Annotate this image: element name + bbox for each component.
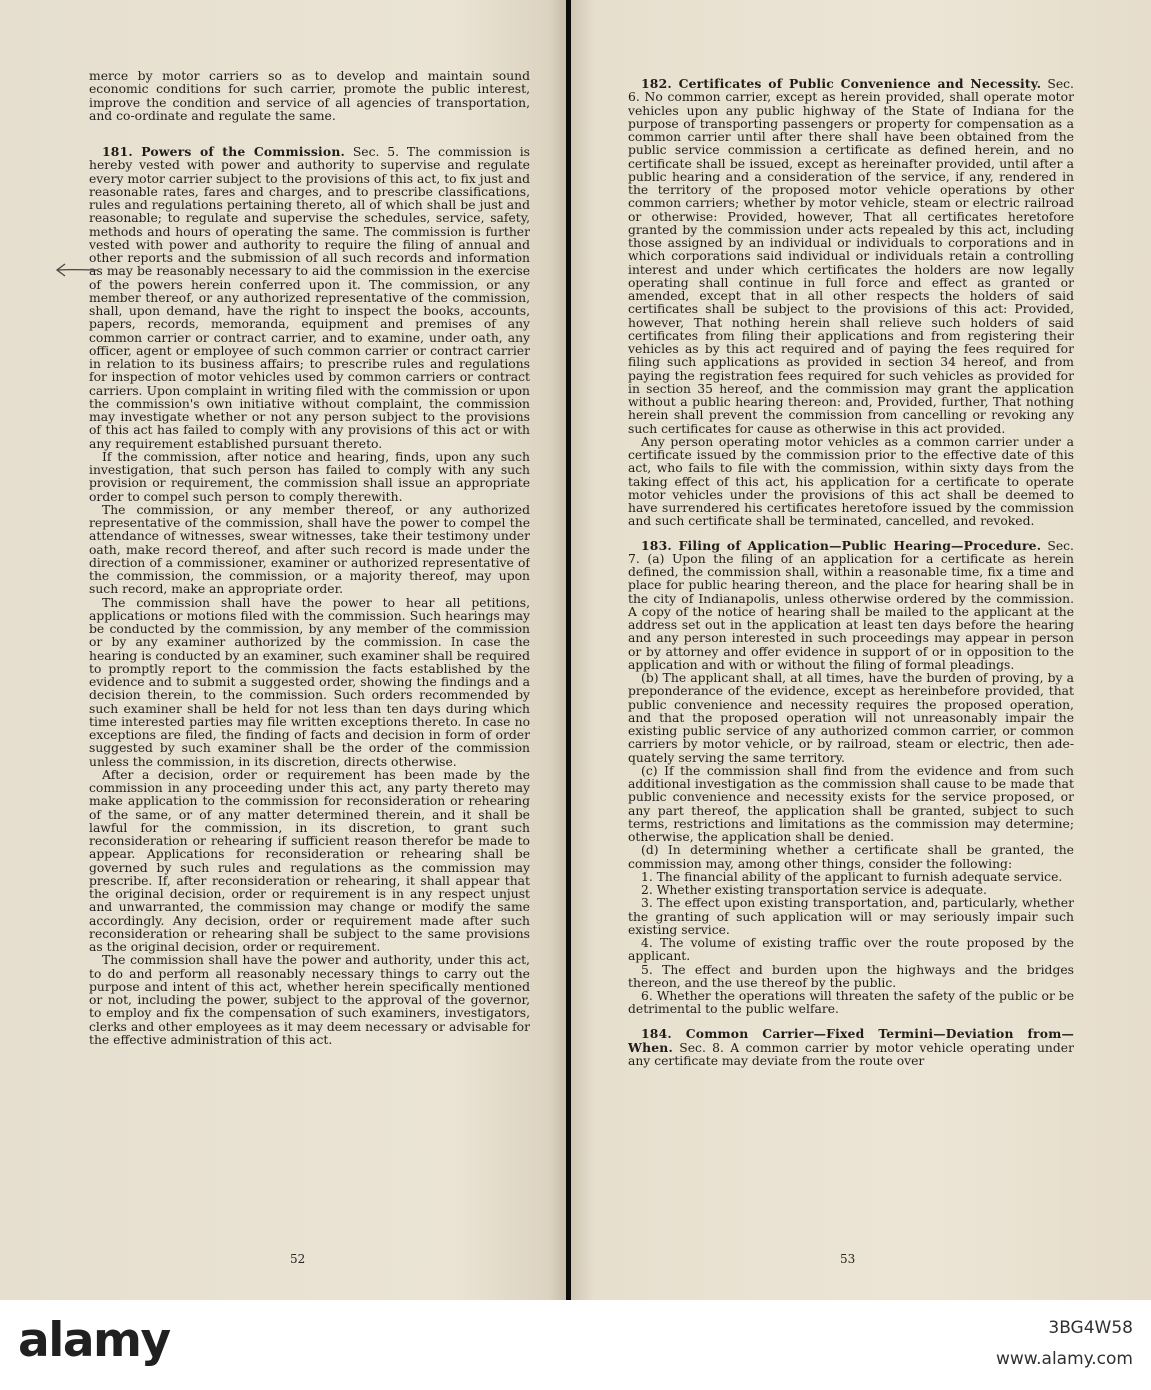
section-182-sec: Sec. 6. xyxy=(628,77,1074,105)
section-182-body: No common carrier, except as herein provided, shall operate motor vehicles upon any public highway of the State of Indiana for the purpose of transporting passengers or property for compensation as a common carrier until after there shall have been obtained from the public service commission a certificate as defined herein, and no certificate shall be issued, except as hereinafter provided, until after a public hearing and a consideration of the service, if any, rendered in the territory of the proposed motor vehicle operations by other common carriers; whether by motor vehicle, steam or electric railroad or otherwise: Provided, however, That all certificates heretofore granted by the commission under acts repealed by this act, including those assigned by an individual or individuals to corporations and in which corporations said individual or individuals retain a controlling interest and under which certificates the holders are now legally operating shall continue in full force and effect as granted or amended, except that in all other respects the holders of said certificates shall be subject to the provisions of this act: Provided, however, That nothing herein shall relieve such holders of said certificates from filing their applications and from registering their vehicles as by this act required and of paying the fees required for filing such applications as provided in section 34 hereof, and from paying the registration fees required for such vehicles as provided for in section 35 hereof, and the commission may grant the application without a public hearing thereon: and, Provided, further, That nothing herein shall prevent the commission from cancelling or revoking any such certificates for cause as otherwise in this act provided. xyxy=(628,90,1074,436)
left-page-number: 52 xyxy=(290,1252,306,1266)
image-id: 3BG4W58 xyxy=(1048,1318,1133,1338)
section-181-paragraph xyxy=(89,145,530,451)
left-page xyxy=(0,0,566,1300)
section-184-paragraph xyxy=(628,1027,1074,1069)
section-183-heading: 183. Filing of Application—Public Hearing—Procedure. xyxy=(641,537,1042,553)
section-183-a: (a) Upon the filing of an application for a certificate as herein defined, the commission shall, within a reasonable time, fix a time and place for public hearing thereon, and the place for hearing shall be in the city of Indianapolis, unless otherwise ordered by the commission. A copy of the notice of hearing shall be mailed to the applicant at the address set out in the application at least ten days before the hearing and any person interested in such proceedings may appear in person or by attorney and offer evidence in support of or in opposition to the application and with or without the filing of formal pleadings. xyxy=(628,551,1074,672)
section-184-heading-part-b: When. xyxy=(628,1039,673,1055)
section-183-sec: Sec. 7. xyxy=(628,538,1074,566)
left-paragraph: The commission shall have the power and authority, under this act, to do and perform all reasonably necessary things to carry out the purpose and intent of this act, whether herein specifically mentioned or not, including the power, subject to the approval of the governor, to employ and fix the compensation of such examiners, investigators, clerks and other employees as it may deem necessary or advisable for the effective administration of this act. xyxy=(89,953,530,1047)
section-183-paragraph xyxy=(628,539,1074,673)
list-item: 5. The effect and burden upon the highways and the bridges thereon, and the use thereof by the public. xyxy=(628,962,1074,990)
list-item: 1. The financial ability of the applicant to furnish adequate service. xyxy=(641,869,1063,884)
left-paragraph: After a decision, order or requirement has been made by the commission in any proceeding under this act, any party thereto may make application to the commission for reconsideration or rehearing of the same, or of any matter determined therein, and it shall be lawful for the commission, in its discretion, to grant such reconsideration or rehearing if sufficient reason therefor be made to appear. Applications for reconsideration or rehearing shall be governed by such rules and regulations as the commission may prescribe. If, after reconsideration or rehearing, it shall appear that the original decision, order or requirement is in any respect unjust and unwarranted, the commission may change or modify the same accordingly. Any decision, order or requirement made after such reconsideration or rehearing shall be subject to the same provisions as the original decision, order or requirement. xyxy=(89,767,530,954)
section-184-sec: Sec. 8. xyxy=(679,1040,724,1055)
site-url: www.alamy.com xyxy=(995,1349,1133,1369)
section-181-heading: 181. Powers of the Commission. xyxy=(102,144,345,159)
section-184-body: A common carrier by motor vehicle operating under any certificate may deviate from the route over xyxy=(628,1040,1074,1068)
left-paragraph: If the commission, after notice and hearing, finds, upon any such investigation, that such person has failed to comply with any such provision or requirement, the commission shall issue an appropriate order to compel such person to comply therewith. xyxy=(89,449,530,504)
section-183-c: (c) If the commission shall find from the evidence and from such additional investigation as the commission shall cause to be made that public convenience and necessity exists for the service proposed, or any part thereof, the application shall be granted, subject to such terms, restrictions and limitations as the commission may determine; otherwise, the application shall be denied. xyxy=(628,763,1074,844)
section-182-paragraph xyxy=(628,77,1074,436)
right-text-column xyxy=(628,70,1074,1300)
list-item: 3. The effect upon existing transportation, and, particularly, whether the granting of such application will or may seriously impair such existing service. xyxy=(628,896,1074,937)
list-item: 4. The volume of existing traffic over the route proposed by the applicant. xyxy=(628,936,1074,964)
right-page xyxy=(571,0,1151,1300)
right-page-number: 53 xyxy=(840,1252,856,1266)
left-intro-paragraph: merce by motor carriers so as to develop and maintain sound economic conditions for such carrier, promote the public interest, improve the condition and service of all agencies of transportation, and co-ordinate and regulate the same. xyxy=(89,70,530,123)
section-181-sec: Sec. 5. xyxy=(352,145,400,159)
left-text-column xyxy=(89,70,530,1300)
section-183-d: (d) In determining whether a certificate shall be granted, the commission may, among other things, consider the following: xyxy=(628,843,1074,871)
section-184-heading-part-a: 184. Common Carrier—Fixed Termini—Deviation from— xyxy=(641,1025,1074,1041)
watermark-footer xyxy=(0,1300,1151,1390)
handwritten-arrow-icon xyxy=(52,258,100,288)
section-181-body: The commission is hereby vested with power and authority to supervise and regulate every motor carrier subject to the provisions of this act, to fix just and reasonable rates, fares and charges, and to prescribe classifications, rules and regulations pertaining thereto, all of which shall be just and reasonable; to regulate and supervise the schedules, service, safety, methods and hours of operating the same. The commission is further vested with power and authority to require the filing of annual and other reports and the submission of all such records and information as may be reasonably necessary to aid the commission in the exercise of the powers herein conferred upon it. The commission, or any member thereof, or any authorized representative of the commission, shall, upon demand, have the right to inspect the books, accounts, papers, records, memoranda, equipment and premises of any common carrier or contract carrier, and to examine, under oath, any officer, agent or employee of such common carrier or contract carrier in relation to its business affairs; to prescribe rules and regulations for inspection of motor vehicles used by common carriers or contract carriers. Upon complaint in writing filed with the commission or upon the commission's own initiative without complaint, the commission may investigate whether or not any person subject to the provisions of this act has failed to comply with any provisions of this act or with any requirement established pursuant thereto. xyxy=(89,145,530,451)
left-paragraph: The commission, or any member thereof, or any authorized representative of the commission, shall have the power to compel the attendance of witnesses, swear witnesses, take their testimony under oath, make record thereof, and after such record is made under the direction of a commissioner, examiner or authorized representative of the commission, the commission, or a majority thereof, may upon such record, make an appropriate order. xyxy=(89,502,530,597)
left-paragraph: The commission shall have the power to hear all petitions, applications or motions filed with the commission. Such hearings may be conducted by the commission, by any member of the commission or by any examiner authorized by the commission. In case the hearing is conducted by an examiner, such examiner shall be required to promptly report to the commission the facts established by the evidence and to submit a suggested order, showing the findings and a decision therein, to the commission. Such orders recommended by such examiner shall be held for not less than ten days during which time interested parties may file written exceptions thereto. In case no exceptions are filed, the finding of facts and decision in form of order suggested by such examiner shall be the order of the commission unless the commission, in its discretion, directs otherwise. xyxy=(89,595,530,769)
list-item: 2. Whether existing transportation service is adequate. xyxy=(641,883,987,897)
list-item: 6. Whether the operations will threaten the safety of the public or be detrimental to the public welfare. xyxy=(628,989,1074,1017)
section-182-heading: 182. Certificates of Public Convenience and Necessity. xyxy=(641,76,1042,91)
alamy-logo: alamy xyxy=(18,1313,170,1368)
section-182-paragraph-2: Any person operating motor vehicles as a common carrier under a certificate issued by the commission prior to the effective date of this act, who fails to file with the commission, within sixty days from the taking effect of this act, his application for a certificate to operate motor vehicles under the provisions of this act shall be deemed to have surrendered his certificates heretofore issued by the commission and such certificate shall be terminated, cancelled, and revoked. xyxy=(628,434,1074,529)
section-183-b: (b) The applicant shall, at all times, have the burden of proving, by a preponderance of the evidence, except as hereinbefore provided, that public convenience and necessity requires the proposed operation, and that the proposed operation will not unreasonably impair the existing public service of any authorized common carrier, or common carriers by motor vehicle, or by railroad, steam or electric, then adequately serving the same territory. xyxy=(628,671,1074,765)
